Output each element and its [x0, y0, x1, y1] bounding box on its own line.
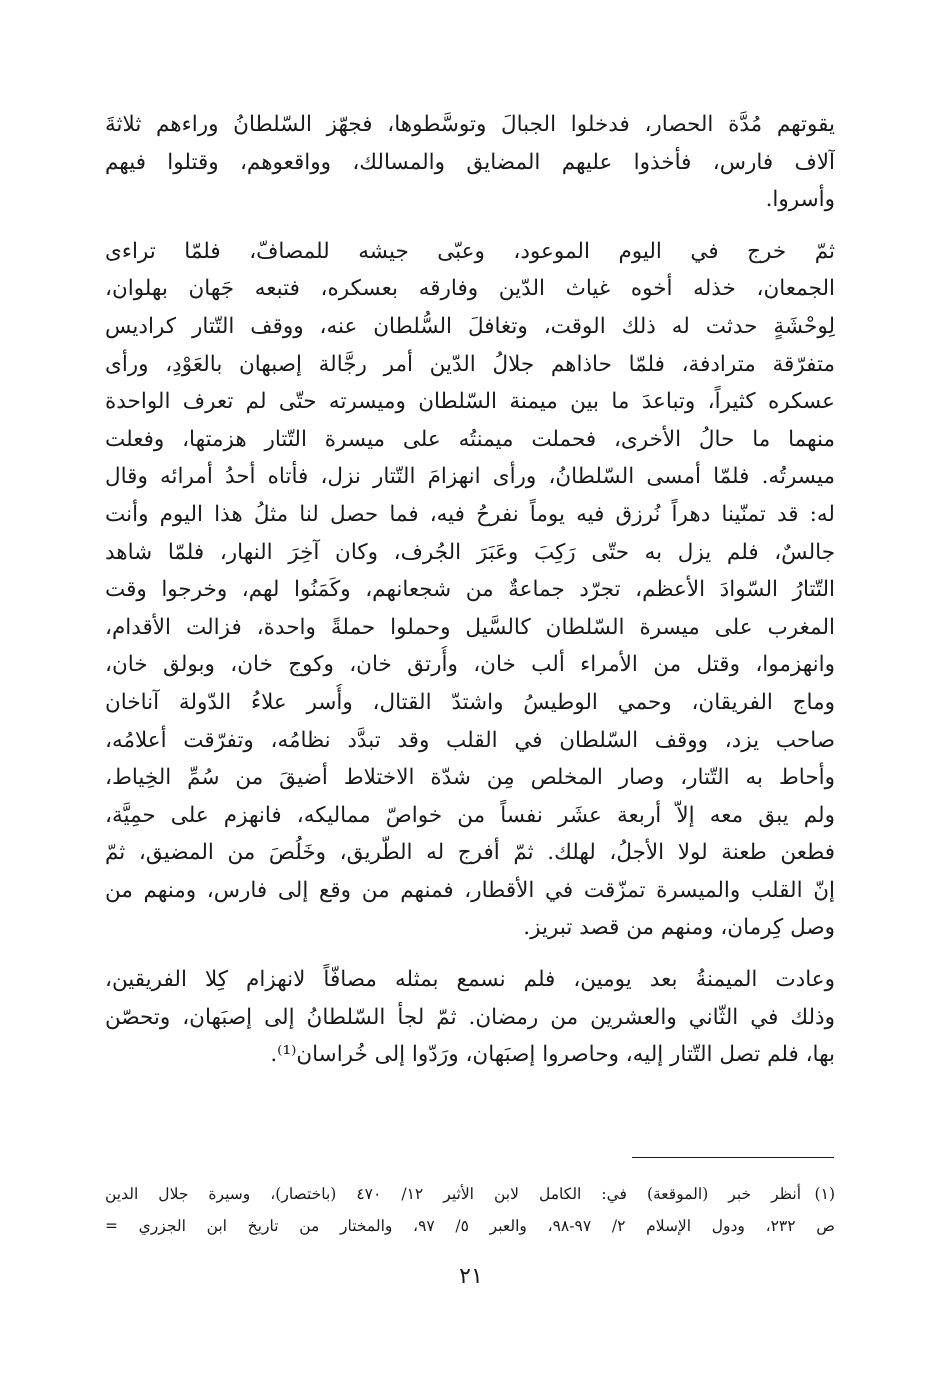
- text-line: وماج الفريقان، وحمي الوطيسُ واشتدّ القتال، وأُسر علاءُ الدّولة آناخان: [105, 689, 835, 715]
- text-line: وأحاط به التّتار، وصار المخلص مِن شدّة الاختلاط أضيقَ من سُمِّ الخِياط،: [105, 765, 835, 791]
- paragraph-3: [105, 961, 835, 1074]
- text-line: صاحب يزد، ووقف السّلطان في القلب وقد تبدَّد نظامُه، وتفرّقت أعلامُه،: [105, 727, 835, 753]
- text-line: ولم يبق معه إلاّ أربعة عشَر نفساً من خواصّ مماليكه، فانهزم على حمِيَّة،: [105, 802, 835, 828]
- footnote-line: [105, 1178, 835, 1210]
- text-line: يقوتهم مُدَّة الحصار، فدخلوا الجبالَ وتوسَّطوها، فجهّز السّلطانُ وراءهم ثلاثةَ: [105, 112, 835, 137]
- text-line: وأسروا.: [765, 187, 835, 213]
- text-line: الجمعان، خذله أخوه غياث الدّين وفارقه بعسكره، فتبعه جَهان بهلوان،: [105, 276, 835, 302]
- text-line: ثمّ خرج في اليوم الموعود، وعبّى جيشه للمصافّ، فلمّا تراءى: [105, 238, 835, 264]
- text-line: جالسٌ، فلم يزل به حتّى رَكِبَ وعَبَرَ الجُرف، وكان آخِرَ النهار، فلمّا شاهد: [105, 539, 835, 565]
- text-line: له: قد تمنّينا دهراً نُرزق فيه يوماً نفرحُ فيه، فما حصل لنا مثلُ هذا اليوم وأنت: [105, 501, 835, 527]
- text-line: وعادت الميمنةُ بعد يومين، فلم نسمع بمثله مصافّاً لانهزام كِلا الفريقين،: [105, 967, 835, 993]
- text-line: عسكره كثيراً، وتباعدَ ما بين ميمنة السّلطان وميسرته حتّى لم تعرف الواحدة: [105, 389, 835, 415]
- footnote-text: أنظر خبر (الموقعة) في: الكامل لابن الأثير ١٢/ ٤٧٠ (باختصار)، وسيرة جلال الدين: [105, 1185, 801, 1203]
- text-line: وذلك في الثّاني والعشرين من رمضان. ثمّ لجأ السّلطانُ إلى إصبَهان، وتحصّن: [105, 1004, 835, 1030]
- text-line: منهما ما حالُ الأخرى، فحملت ميمنتُه على ميسرة التّتار هزمتها، وفعلت: [105, 426, 835, 452]
- text-line: ميسرتُه. فلمّا أمسى السّلطانُ، ورأى انهزامَ التّتار نزل، فأتاه أحدُ أمرائه وقال: [105, 464, 835, 490]
- text-line: وانهزموا، وقتل من الأمراء ألب خان، وأُرتق خان، وكوج خان، وبولق خان،: [105, 652, 835, 678]
- body-text: [105, 106, 835, 1074]
- text-line: التّتارُ السّوادَ الأعظم، تجرّد جماعةٌ من شجعانهم، وكَمَنُوا لهم، وخرجوا وقت: [105, 577, 835, 603]
- paragraph-1: [105, 106, 835, 219]
- footnote-separator: [632, 1157, 834, 1158]
- footnote-line: ص ٢٣٢، ودول الإسلام ٢/ ٩٧-٩٨، والعبر ٥/ ٩٧، والمختار من تاريخ ابن الجزري =: [105, 1217, 835, 1235]
- footnote: [105, 1178, 835, 1242]
- text-line: وصل كِرمان، ومنهم من قصد تبريز.: [523, 915, 835, 941]
- text-line: آلاف فارس، فأخذوا عليهم المضايق والمسالك، وواقعوهم، وقتلوا فيهم: [105, 149, 835, 175]
- text-line: لِوحْشَةٍ حدثت له ذلك الوقت، وتغافلَ السُّلطان عنه، ووقف التّتار كراديس: [105, 313, 835, 339]
- page-number: ٢١: [459, 1264, 483, 1289]
- text-line: المغرب على ميسرة السّلطان كالسَّيل وحملوا حملةً واحدة، فزالت الأقدام،: [105, 614, 835, 640]
- text-line: فطعن طعنة لولا الأجلُ، لهلك. ثمّ أفرج له الطّريق، وخَلُصَ من المضيق، ثمّ: [105, 840, 835, 866]
- text-line: إنّ القلب والميسرة تمزّقت في الأقطار، فمنهم من وقع إلى فارس، ومنهم من: [105, 877, 835, 903]
- footnote-marker: (١): [814, 1185, 835, 1203]
- paragraph-2: [105, 233, 835, 947]
- text-line: بها، فلم تصل التّتار إليه، وحاصروا إصبَهان، ورَدّوا إلى خُراسان⁽¹⁾.: [270, 1042, 835, 1068]
- text-line: متفرّقة مترادفة، فلمّا حاذاهم جلالُ الدّين أمر رجَّالة إصبهان بالعَوْدِ، ورأى: [105, 351, 835, 377]
